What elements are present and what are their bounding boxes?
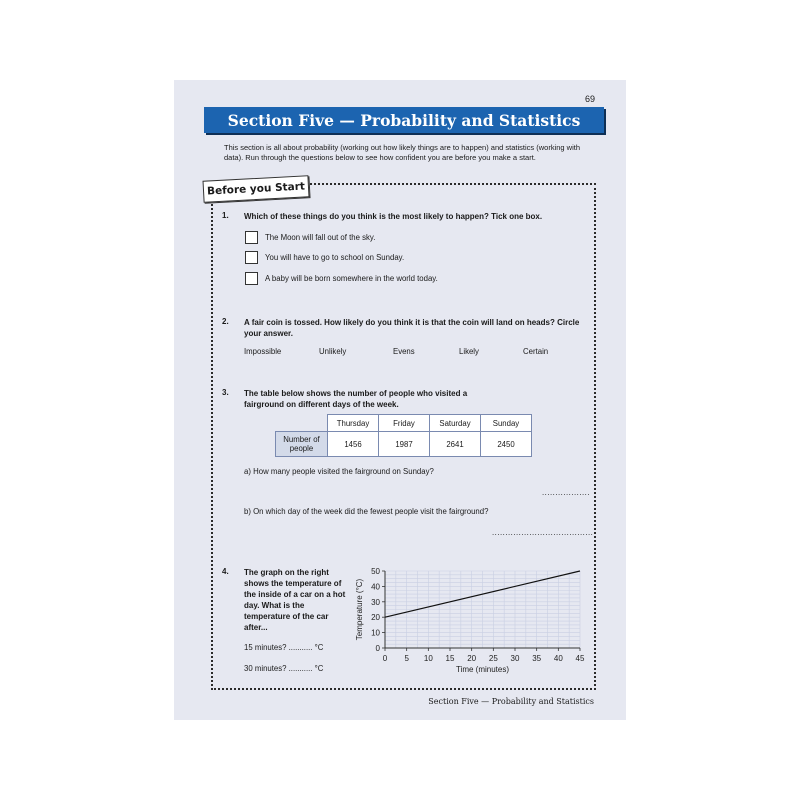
x-tick-labels xyxy=(383,648,585,663)
q1-option-1: The Moon will fall out of the sky. xyxy=(265,233,376,242)
q1-text: Which of these things do you think is the most likely to happen? Tick one box. xyxy=(244,212,543,221)
x-tick-label: 35 xyxy=(532,654,542,663)
y-tick-label: 20 xyxy=(371,613,380,623)
fairground-table xyxy=(275,414,532,457)
table-row-label: Number of people xyxy=(276,432,328,457)
intro-text: This section is all about probability (working out how likely things are to happen) and statistics (working with data). Run through the questions below to see how confident you are before you make a start. xyxy=(224,143,581,162)
y-tick-label: 50 xyxy=(371,567,380,576)
q3-answer-a[interactable]: .................. xyxy=(542,488,590,497)
x-tick-label: 0 xyxy=(382,654,388,663)
q4-number: 4. xyxy=(222,567,229,576)
y-tick-label: 30 xyxy=(371,597,380,607)
table-corner xyxy=(276,415,328,432)
q1-checkbox-3[interactable] xyxy=(245,272,258,285)
q3-part-b: b) On which day of the week did the fewest people visit the fairground? xyxy=(244,507,489,516)
q2-scale-evens[interactable]: Evens xyxy=(393,347,415,356)
before-you-start-label: Before you Start xyxy=(202,175,309,203)
table-header-sunday: Sunday xyxy=(481,415,532,432)
y-tick-label: 40 xyxy=(371,582,380,592)
table-cell-thursday: 1456 xyxy=(328,432,379,457)
x-tick-label: 20 xyxy=(467,654,477,663)
y-tick-label: 0 xyxy=(375,644,380,653)
q1-checkbox-1[interactable] xyxy=(245,231,258,244)
q3-answer-b[interactable]: ...................................... xyxy=(492,528,594,537)
q1-checkbox-2[interactable] xyxy=(245,251,258,264)
x-tick-label: 40 xyxy=(553,654,563,663)
q4-answer-30min[interactable]: 30 minutes? ........... °C xyxy=(244,664,324,673)
x-tick-label: 25 xyxy=(488,654,498,663)
graph-grid xyxy=(385,571,580,648)
y-axis-label: Temperature (°C) xyxy=(355,578,364,641)
table-cell-friday: 1987 xyxy=(379,432,430,457)
x-tick-label: 45 xyxy=(575,654,585,663)
x-tick-label: 10 xyxy=(423,654,433,663)
q4-text: The graph on the right shows the temperature of the inside of a car on a hot day. What is the temperature of the car after... xyxy=(244,568,346,632)
table-header-friday: Friday xyxy=(379,415,430,432)
q2-scale-impossible[interactable]: Impossible xyxy=(244,347,282,356)
q2-scale-certain[interactable]: Certain xyxy=(523,347,549,356)
table-cell-saturday: 2641 xyxy=(430,432,481,457)
q1-option-3: A baby will be born somewhere in the world today. xyxy=(265,274,438,283)
q3-text: The table below shows the number of people who visited a fairground on different days of the week. xyxy=(244,389,468,409)
q3-part-a: a) How many people visited the fairground on Sunday? xyxy=(244,467,434,476)
q2-scale-likely[interactable]: Likely xyxy=(459,347,479,356)
q2-scale-unlikely[interactable]: Unlikely xyxy=(319,347,347,356)
table-header-saturday: Saturday xyxy=(430,415,481,432)
page-number: 69 xyxy=(585,94,596,104)
y-tick-label: 10 xyxy=(371,628,380,638)
table-header-thursday: Thursday xyxy=(328,415,379,432)
q2-number: 2. xyxy=(222,317,229,326)
footer-text: Section Five — Probability and Statistics xyxy=(428,697,594,706)
q4-answer-15min[interactable]: 15 minutes? ........... °C xyxy=(244,643,324,652)
y-tick-labels xyxy=(371,567,385,653)
x-tick-label: 30 xyxy=(510,654,520,663)
x-tick-label: 15 xyxy=(445,654,455,663)
q1-number: 1. xyxy=(222,211,229,220)
q2-text: A fair coin is tossed. How likely do you think it is that the coin will land on heads? Circle your answer. xyxy=(244,318,580,338)
temperature-graph xyxy=(352,563,592,683)
q1-option-2: You will have to go to school on Sunday. xyxy=(265,253,405,262)
section-title: Section Five — Probability and Statistics xyxy=(204,107,604,133)
x-axis-label: Time (minutes) xyxy=(455,665,510,674)
x-tick-label: 5 xyxy=(404,654,409,663)
q3-number: 3. xyxy=(222,388,229,397)
table-cell-sunday: 2450 xyxy=(481,432,532,457)
